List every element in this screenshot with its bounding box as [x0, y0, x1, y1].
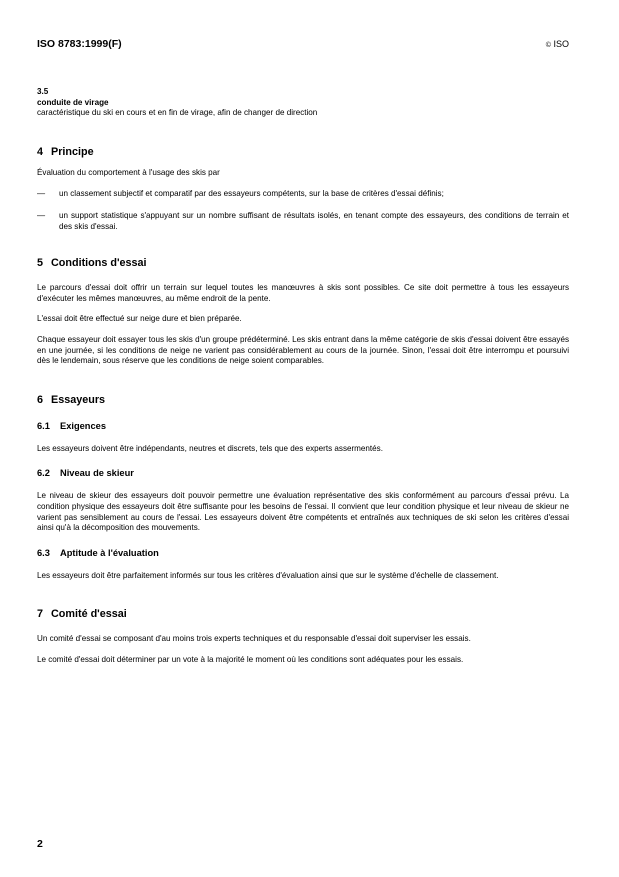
term-number: 3.5: [37, 87, 49, 96]
paragraph: Le comité d'essai doit déterminer par un vote à la majorité le moment où les conditions sont adéquates pour les essais.: [37, 654, 464, 664]
section-heading: 4 Principe: [37, 145, 94, 158]
list-item-text: un support statistique s'appuyant sur un nombre suffisant de résultats isolés, en tenant compte des essayeurs, des conditions de terrain et des skis d'essai.: [59, 210, 569, 231]
page-number: 2: [37, 838, 43, 850]
section-5: [37, 257, 569, 367]
paragraph: L'essai doit être effectué sur neige dure et bien préparée.: [37, 314, 242, 324]
list-item: [37, 189, 569, 200]
subsection-heading: 6.1 Exigences: [37, 420, 106, 431]
page-content: [37, 87, 569, 665]
term-definition: caractéristique du ski en cours et en fin de virage, afin de changer de direction: [37, 108, 318, 118]
paragraph: Le niveau de skieur des essayeurs doit pouvoir permettre une évaluation représentative des skis conformément au parcours d'essai prévu. La condition physique des essayeurs doit être suffisante pour les besoins de l'essai. Il convient que leur condition physique et leur niveau de skieur ne varient pas sensiblement au cours de l'essai. Les essayeurs doivent être compétents et entraînés aux techniques de ski selon les critères d'essai ainsi qu'à la décomposition des mouvements.: [37, 491, 569, 533]
dash-marker: —: [37, 189, 46, 199]
dash-marker: —: [37, 210, 46, 220]
paragraph: Chaque essayeur doit essayer tous les skis d'un groupe prédéterminé. Les skis entrant dans la même catégorie de skis d'essai doivent être essayés en une journée, si les conditions de neige ne varient pas considérablement au cours de la journée. Sinon, l'essai doit être interrompu et poursuivi dès le lendemain, sous réserve que les conditions de neige soient comparables.: [37, 334, 569, 366]
section-4: [37, 146, 569, 232]
term-entry: [37, 87, 569, 119]
section-heading: 6 Essayeurs: [37, 393, 106, 406]
subsection-heading: 6.2 Niveau de skieur: [37, 468, 134, 479]
paragraph: Les essayeurs doivent être indépendants, neutres et discrets, tels que des experts assermentés.: [37, 443, 383, 453]
paragraph: Le parcours d'essai doit offrir un terrain sur lequel toutes les manœuvres à skis sont possibles. Ce site doit permettre à tous les essayeurs d'exécuter les mêmes manœuvres, au même endroit de la pente.: [37, 283, 569, 303]
list-item: [37, 211, 569, 232]
section-6: [37, 394, 569, 582]
section-heading: 7 Comité d'essai: [37, 608, 127, 621]
subsection-heading: 6.3 Aptitude à l'évaluation: [37, 547, 159, 558]
copyright-org: ISO: [553, 39, 569, 49]
paragraph: Un comité d'essai se composant d'au moins trois experts techniques et du responsable d'essai doit superviser les essais.: [37, 634, 471, 644]
copyright-symbol: ©: [545, 42, 551, 49]
list-item-text: un classement subjectif et comparatif par des essayeurs compétents, sur la base de critères d'essai définis;: [59, 189, 444, 199]
term-name: conduite de virage: [37, 97, 109, 107]
paragraph: Les essayeurs doit être parfaitement informés sur tous les critères d'évaluation ainsi que sur le système d'échelle de classement.: [37, 570, 499, 580]
section-heading: 5 Conditions d'essai: [37, 257, 147, 270]
copyright-notice: [546, 39, 569, 49]
document-id: ISO 8783:1999(F): [37, 38, 122, 50]
section-intro: Évaluation du comportement à l'usage des skis par: [37, 167, 220, 177]
section-7: [37, 608, 569, 665]
